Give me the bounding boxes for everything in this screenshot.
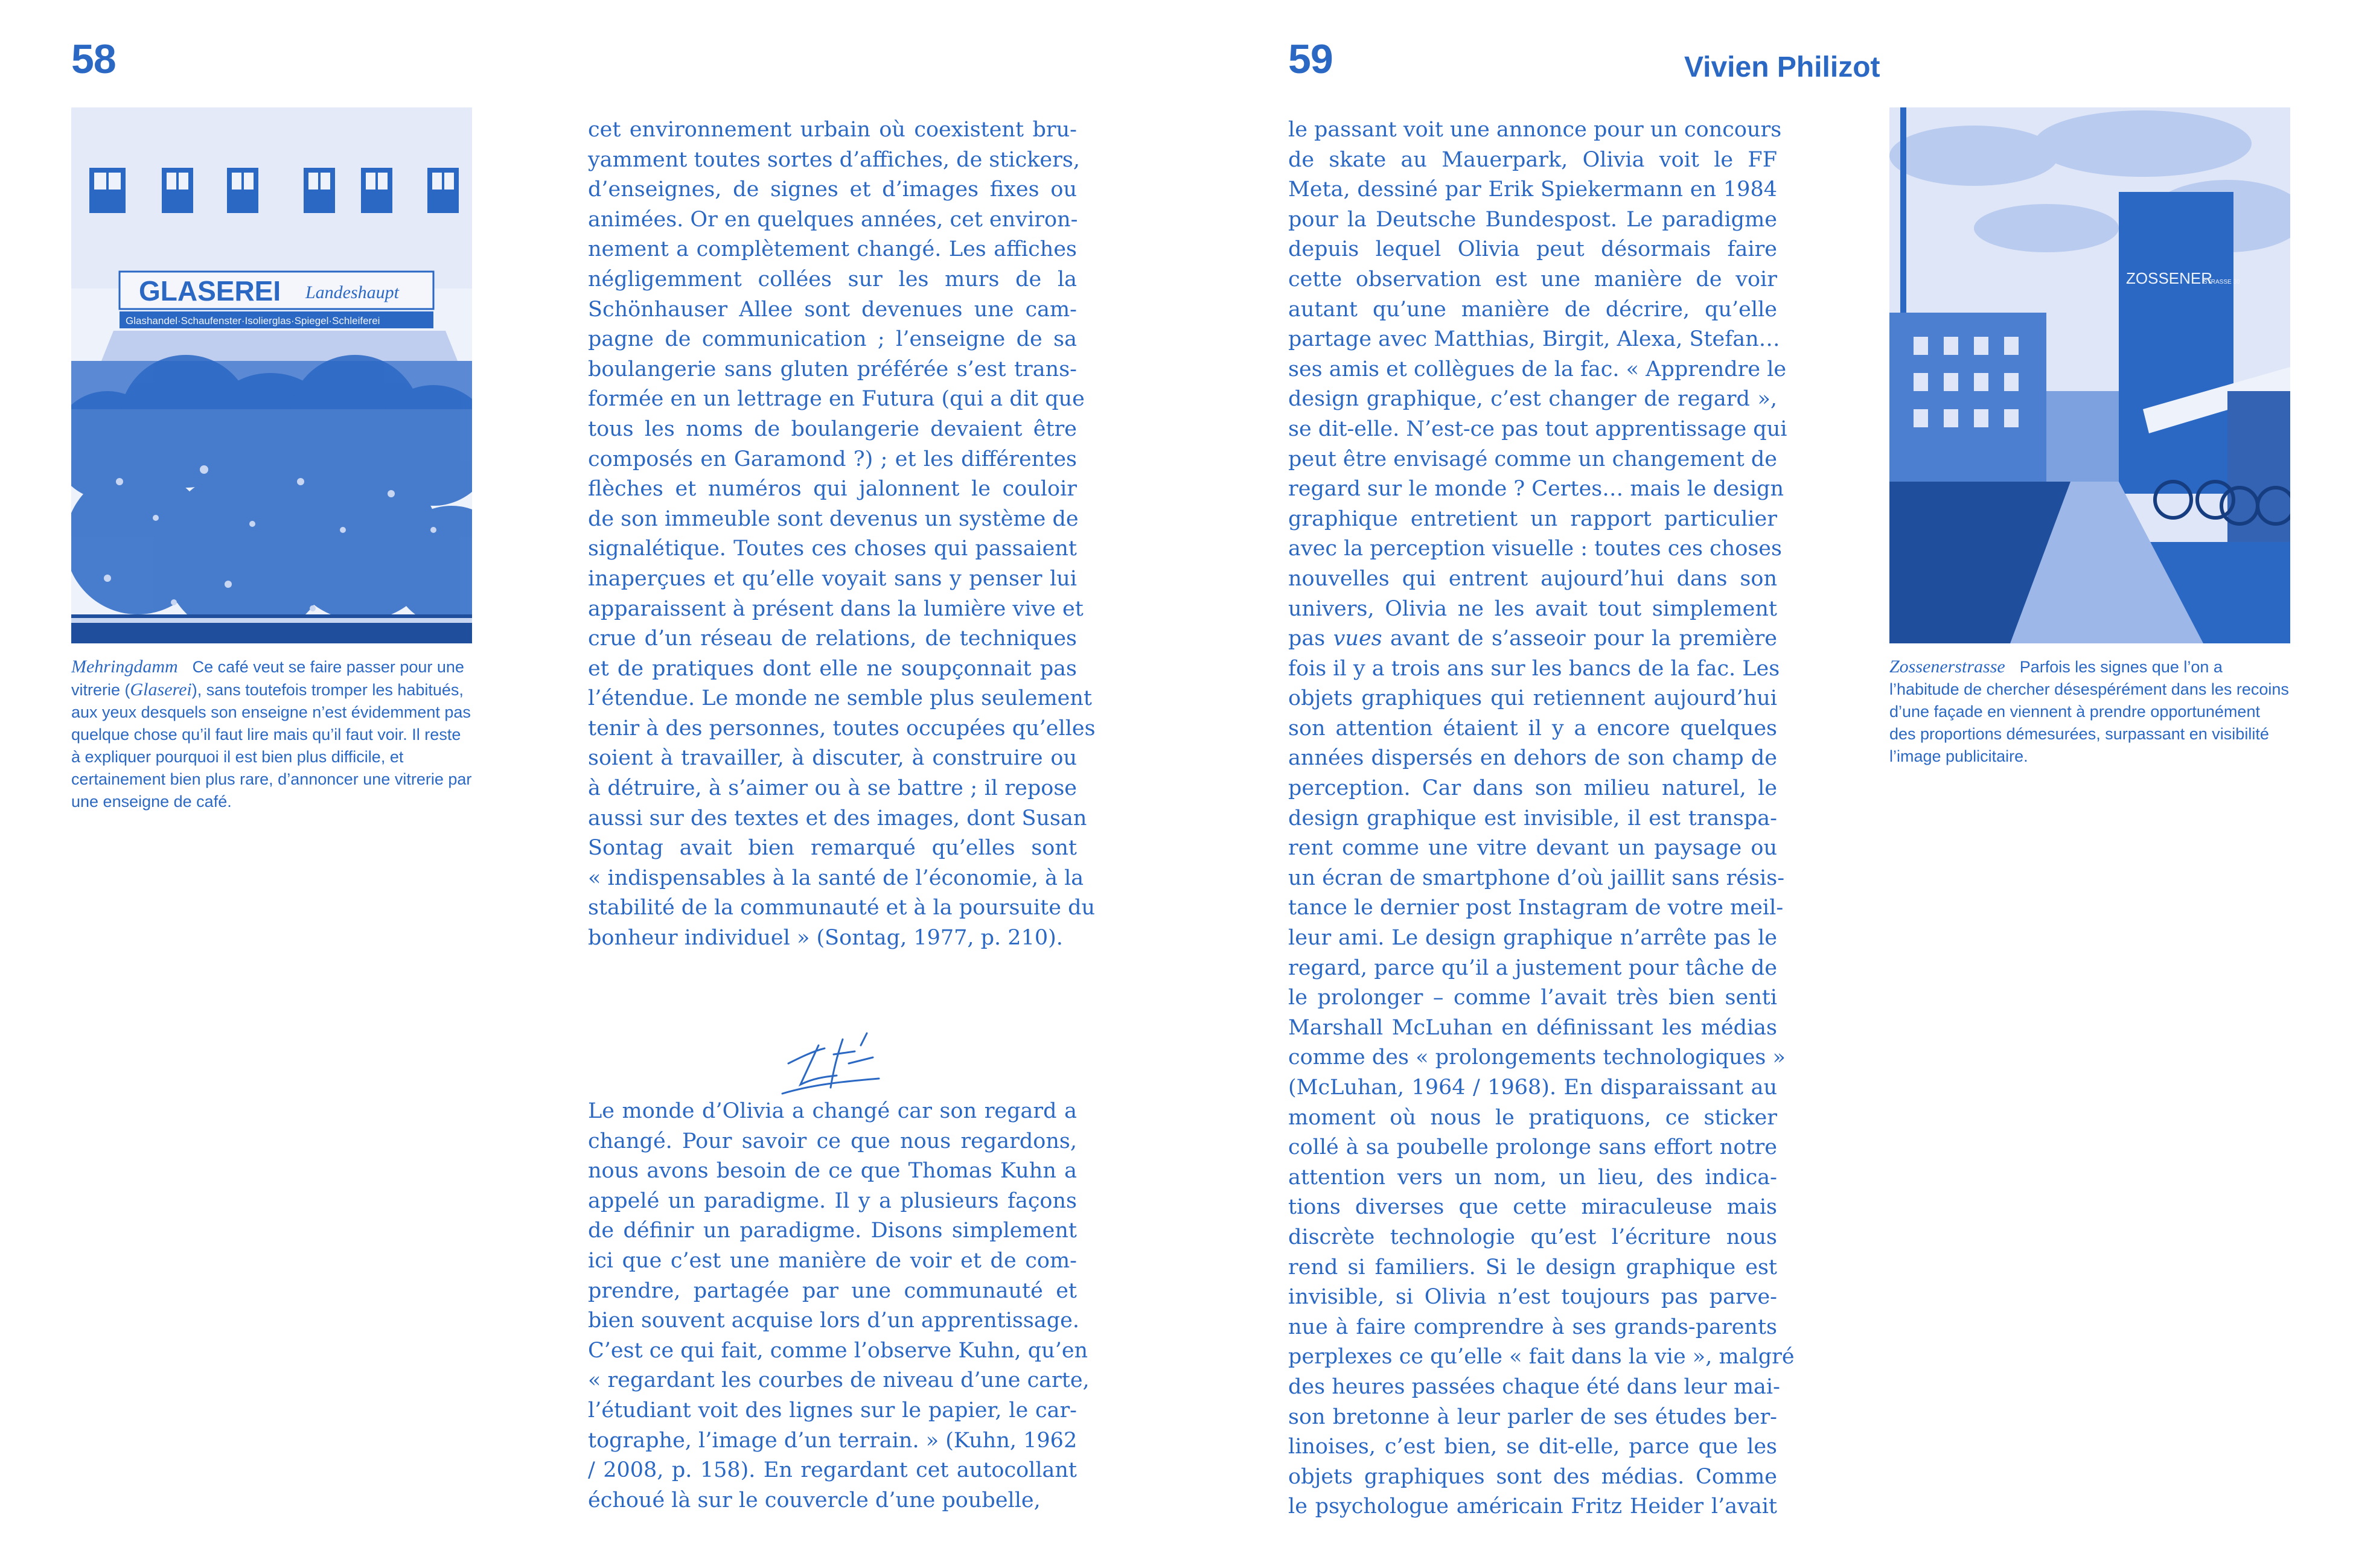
text-line: formée en un lettrage en Futura (qui a dit que	[588, 387, 1085, 412]
text-line: partage avec Matthias, Birgit, Alexa, Stefan…	[1288, 327, 1780, 352]
svg-text:STRASSE 30: STRASSE 30	[2203, 279, 2240, 285]
signature-flourish-icon	[776, 1027, 885, 1100]
text-line: de skate au Mauerpark, Olivia voit le FF	[1288, 147, 1777, 172]
text-line: aussi sur des textes et des images, dont Susan	[588, 806, 1087, 830]
text-line: perplexes ce qu’elle « fait dans la vie », malgré	[1288, 1345, 1795, 1369]
text-line: (McLuhan, 1964 / 1968). En disparaissant au	[1288, 1076, 1777, 1100]
text-line: leur ami. Le design graphique n’arrête pas le	[1288, 926, 1777, 951]
text-line: discrète technologie qu’est l’écriture nous	[1288, 1225, 1777, 1249]
page-number-right: 59	[1288, 36, 1333, 82]
text-line: un écran de smartphone d’où jaillit sans résis-	[1288, 865, 1785, 890]
text-line: attention vers un nom, un lieu, des indica-	[1288, 1165, 1777, 1190]
photo-zossenerstrasse	[1889, 107, 2290, 643]
text-line: peut être envisagé comme un changement de	[1288, 447, 1778, 471]
text-line: pour la Deutsche Bundespost. Le paradigme	[1288, 207, 1777, 232]
text-line: l’étendue. Le monde ne semble plus seulement	[588, 686, 1092, 711]
text-line: Meta, dessiné par Erik Spiekermann en 1984	[1288, 177, 1777, 202]
text-line: design graphique, c’est changer de regard »,	[1288, 387, 1777, 412]
text-line: flèches et numéros qui jalonnent le couloir	[588, 477, 1077, 502]
text-line: ici que c’est une manière de voir et de com-	[588, 1248, 1077, 1273]
text-line: Le monde d’Olivia a changé car son regard a	[588, 1099, 1077, 1123]
caption-title: Mehringdamm	[71, 657, 178, 677]
text-line: « regardant les courbes de niveau d’une carte,	[588, 1368, 1090, 1393]
text-line: univers, Olivia ne les avait tout simplement	[1288, 596, 1777, 621]
text-line: animées. Or en quelques années, cet environ-	[588, 207, 1078, 232]
svg-text:GLASEREI: GLASEREI	[139, 275, 281, 307]
caption-mehringdamm	[71, 655, 472, 813]
text-line: / 2008, p. 158). En regardant cet autocollant	[588, 1458, 1077, 1483]
text-line: fois il y a trois ans sur les bancs de la fac. Les	[1288, 656, 1780, 681]
text-line: et de pratiques dont elle ne soupçonnait pas	[588, 656, 1077, 681]
text-line: depuis lequel Olivia peut désormais faire	[1288, 237, 1777, 262]
text-line: stabilité de la communauté et à la poursuite du	[588, 896, 1096, 920]
caption-text-part2: ), sans toutefois tromper les habitués, aux yeux desquels son enseigne n’est évidemment pas quelque chose qu’il faut lire mais qu’il faut voir. Il reste à expliquer pourquoi il est bien plus difficile, et certainement bien plus rare, d’annoncer une vitrerie par une enseigne de café.	[71, 681, 472, 811]
text-line: comme des « prolongements technologiques »	[1288, 1045, 1786, 1070]
text-line: regard, parce qu’il a justement pour tâche de	[1288, 955, 1777, 980]
text-line: appelé un paradigme. Il y a plusieurs façons	[588, 1188, 1077, 1213]
text-line: linoises, c’est bien, se dit-elle, parce que les	[1288, 1435, 1777, 1459]
text-line: ses amis et collègues de la fac. « Apprendre le	[1288, 357, 1787, 381]
text-line: boulangerie sans gluten préférée s’est trans-	[588, 357, 1077, 381]
text-line: nement a complètement changé. Les affiches	[588, 237, 1077, 262]
text-line: inaperçues et qu’elle voyait sans y penser lui	[588, 566, 1077, 591]
text-line: yamment toutes sortes d’affiches, de stickers,	[588, 147, 1080, 172]
text-line: le psychologue américain Fritz Heider l’avait	[1288, 1494, 1777, 1519]
text-line: tenir à des personnes, toutes occupées qu’elles	[588, 716, 1096, 741]
text-line: apparaissent à présent dans la lumière vive et	[588, 596, 1084, 621]
text-line: le prolonger – comme l’avait très bien senti	[1288, 986, 1777, 1010]
body-column-right	[1288, 115, 1795, 1522]
caption-text: Parfois les signes que l’on a l’habitude de chercher désespérément dans les recoins d’une façade en viennent à prendre opportunément des proportions démesurées, surpassant en visibilité l’image publicitaire.	[1889, 658, 2289, 765]
text-line: signalétique. Toutes ces choses qui passaient	[588, 537, 1077, 561]
svg-text:ZOSSENER: ZOSSENER	[2126, 269, 2213, 287]
text-line: années dispersés en dehors de son champ de	[1288, 746, 1777, 771]
svg-text:Glashandel·Schaufenster·Isolie: Glashandel·Schaufenster·Isolierglas·Spiegel·Schleiferei	[126, 315, 380, 327]
text-line: invisible, si Olivia n’est toujours pas parve-	[1288, 1285, 1777, 1310]
text-line: design graphique est invisible, il est transpa-	[1288, 806, 1777, 830]
text-line: échoué là sur le couvercle d’une poubelle,	[588, 1488, 1041, 1512]
text-line: nue à faire comprendre à ses grands-parents	[1288, 1315, 1777, 1339]
text-line: se dit-elle. N’est-ce pas tout apprentissage qui	[1288, 416, 1787, 441]
emphasis: vues	[1333, 626, 1382, 651]
text-line: pas vues avant de s’asseoir pour la première	[1288, 626, 1777, 651]
text-line: graphique entretient un rapport particulier	[1288, 506, 1777, 531]
svg-text:Landeshaupt: Landeshaupt	[305, 282, 400, 302]
text-line: des heures passées chaque été dans leur mai-	[1288, 1374, 1780, 1399]
text-line: rent comme une vitre devant un paysage ou	[1288, 836, 1777, 861]
text-line: nous avons besoin de ce que Thomas Kuhn a	[588, 1159, 1077, 1184]
text-line: son bretonne à leur parler de ses études ber-	[1288, 1404, 1777, 1429]
text-line: pagne de communication ; l’enseigne de sa	[588, 327, 1077, 352]
caption-text-part1: Ce café veut se faire passer pour une vitrerie (	[71, 658, 464, 699]
text-line: tographe, l’image d’un terrain. » (Kuhn, 1962	[588, 1428, 1078, 1453]
text-line: composés en Garamond ?) ; et les différentes	[588, 447, 1077, 471]
text-line: prendre, partagée par une communauté et	[588, 1278, 1077, 1303]
text-line: perception. Car dans son milieu naturel, le	[1288, 776, 1777, 801]
body-column-left-bottom	[588, 1097, 1090, 1515]
text-line: Sontag avait bien remarqué qu’elles sont	[588, 836, 1077, 861]
text-line: regard sur le monde ? Certes… mais le design	[1288, 477, 1784, 502]
text-line: collé à sa poubelle prolonge sans effort notre	[1288, 1135, 1777, 1160]
text-line: son attention étaient il y a encore quelques	[1288, 716, 1777, 741]
text-line: « indispensables à la santé de l’économie, à la	[588, 865, 1084, 890]
text-line: l’étudiant voit des lignes sur le papier, le car-	[588, 1398, 1077, 1423]
photo-mehringdamm	[71, 107, 472, 643]
text-line: bien souvent acquise lors d’un apprentissage.	[588, 1308, 1079, 1333]
text-line: cette observation est une manière de voir	[1288, 267, 1777, 292]
text-line: nouvelles qui entrent aujourd’hui dans son	[1288, 566, 1777, 591]
text-line: tous les noms de boulangerie devaient être	[588, 416, 1077, 441]
running-head-author: Vivien Philizot	[1684, 51, 1880, 83]
text-line: moment où nous le pratiquons, ce sticker	[1288, 1105, 1777, 1130]
caption-title: Zossenerstrasse	[1889, 657, 2005, 677]
text-line: de son immeuble sont devenus un système de	[588, 506, 1079, 531]
text-line: objets graphiques qui retiennent aujourd’hui	[1288, 686, 1777, 711]
text-line: à détruire, à s’aimer ou à se battre ; il repose	[588, 776, 1077, 801]
text-line: le passant voit une annonce pour un concours	[1288, 118, 1782, 142]
text-line: soient à travailler, à discuter, à construire ou	[588, 746, 1077, 771]
text-line: objets graphiques sont des médias. Comme	[1288, 1464, 1777, 1489]
text-line: bonheur individuel » (Sontag, 1977, p. 210).	[588, 926, 1063, 951]
text-line: Schönhauser Allee sont devenues une cam-	[588, 297, 1077, 322]
text-line: avec la perception visuelle : toutes ces choses	[1288, 537, 1782, 561]
text-line: tions diverses que cette miraculeuse mais	[1288, 1195, 1777, 1220]
text-line: Marshall McLuhan en définissant les médias	[1288, 1015, 1777, 1040]
text-line: de définir un paradigme. Disons simplement	[588, 1219, 1077, 1243]
caption-zossenerstrasse	[1889, 655, 2290, 768]
text-line: autant qu’une manière de décrire, qu’elle	[1288, 297, 1777, 322]
caption-italic-word: Glaserei	[130, 680, 192, 700]
text-line: C’est ce qui fait, comme l’observe Kuhn, qu’en	[588, 1338, 1088, 1363]
text-line: cet environnement urbain où coexistent bru-	[588, 118, 1077, 142]
page-number-left: 58	[71, 36, 116, 82]
text-line: rend si familiers. Si le design graphique est	[1288, 1255, 1777, 1280]
text-line: négligemment collées sur les murs de la	[588, 267, 1077, 292]
text-line: crue d’un réseau de relations, de techniques	[588, 626, 1077, 651]
text-line: tance le dernier post Instagram de votre meil-	[1288, 896, 1784, 920]
body-column-left-top	[588, 115, 1096, 954]
text-line: d’enseignes, de signes et d’images fixes ou	[588, 177, 1077, 202]
text-line: changé. Pour savoir ce que nous regardons,	[588, 1129, 1077, 1153]
